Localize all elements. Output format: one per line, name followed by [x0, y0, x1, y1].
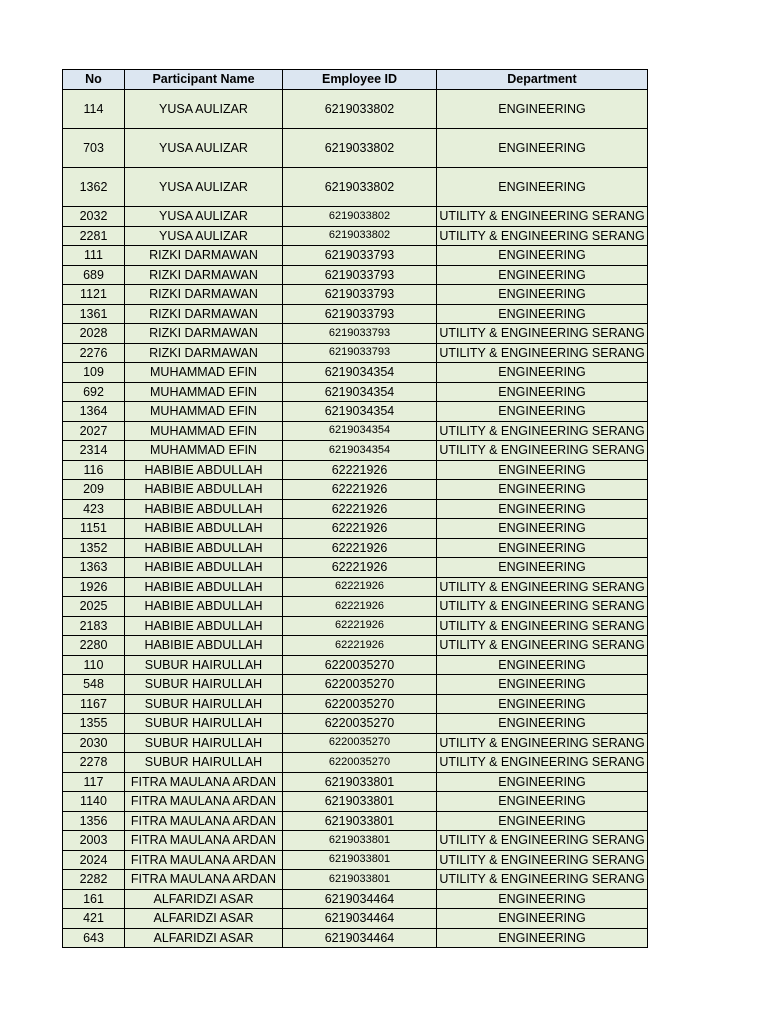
- cell-no: 1364: [63, 402, 125, 422]
- cell-participant-name: MUHAMMAD EFIN: [125, 402, 283, 422]
- cell-employee-id: 6219034354: [283, 402, 437, 422]
- cell-no: 1167: [63, 694, 125, 714]
- cell-department: UTILITY & ENGINEERING SERANG: [437, 441, 648, 461]
- cell-participant-name: MUHAMMAD EFIN: [125, 421, 283, 441]
- cell-no: 111: [63, 246, 125, 266]
- cell-department: ENGINEERING: [437, 460, 648, 480]
- cell-no: 1121: [63, 285, 125, 305]
- cell-employee-id: 6219033802: [283, 168, 437, 207]
- table-row: [63, 538, 648, 558]
- cell-department: ENGINEERING: [437, 538, 648, 558]
- cell-department: ENGINEERING: [437, 402, 648, 422]
- table-row: [63, 616, 648, 636]
- cell-employee-id: 62221926: [283, 597, 437, 617]
- table-row: [63, 850, 648, 870]
- table-row: [63, 382, 648, 402]
- cell-participant-name: RIZKI DARMAWAN: [125, 304, 283, 324]
- cell-participant-name: RIZKI DARMAWAN: [125, 324, 283, 344]
- cell-no: 689: [63, 265, 125, 285]
- cell-no: 643: [63, 928, 125, 948]
- cell-no: 1362: [63, 168, 125, 207]
- header-no: No: [63, 70, 125, 90]
- cell-no: 114: [63, 90, 125, 129]
- table-row: [63, 831, 648, 851]
- cell-no: 2028: [63, 324, 125, 344]
- cell-participant-name: HABIBIE ABDULLAH: [125, 577, 283, 597]
- cell-employee-id: 6219033793: [283, 304, 437, 324]
- cell-participant-name: ALFARIDZI ASAR: [125, 889, 283, 909]
- cell-department: ENGINEERING: [437, 772, 648, 792]
- cell-employee-id: 6220035270: [283, 714, 437, 734]
- cell-employee-id: 6219033801: [283, 870, 437, 890]
- table-row: [63, 246, 648, 266]
- cell-department: ENGINEERING: [437, 909, 648, 929]
- cell-participant-name: HABIBIE ABDULLAH: [125, 460, 283, 480]
- cell-employee-id: 62221926: [283, 519, 437, 539]
- table-row: [63, 675, 648, 695]
- table-row: [63, 889, 648, 909]
- table-row: [63, 363, 648, 383]
- cell-employee-id: 6219033802: [283, 226, 437, 246]
- cell-employee-id: 6219034464: [283, 909, 437, 929]
- cell-employee-id: 6219033793: [283, 343, 437, 363]
- cell-no: 1361: [63, 304, 125, 324]
- cell-department: UTILITY & ENGINEERING SERANG: [437, 343, 648, 363]
- cell-department: UTILITY & ENGINEERING SERANG: [437, 870, 648, 890]
- cell-participant-name: SUBUR HAIRULLAH: [125, 694, 283, 714]
- cell-employee-id: 6220035270: [283, 733, 437, 753]
- cell-department: ENGINEERING: [437, 480, 648, 500]
- cell-employee-id: 6220035270: [283, 655, 437, 675]
- cell-employee-id: 6219033801: [283, 850, 437, 870]
- cell-no: 2282: [63, 870, 125, 890]
- cell-department: UTILITY & ENGINEERING SERANG: [437, 616, 648, 636]
- cell-participant-name: SUBUR HAIRULLAH: [125, 714, 283, 734]
- cell-participant-name: HABIBIE ABDULLAH: [125, 538, 283, 558]
- table-row: [63, 772, 648, 792]
- cell-department: ENGINEERING: [437, 675, 648, 695]
- cell-no: 1151: [63, 519, 125, 539]
- header-department: Department: [437, 70, 648, 90]
- cell-no: 2032: [63, 207, 125, 227]
- cell-employee-id: 6220035270: [283, 694, 437, 714]
- cell-department: ENGINEERING: [437, 499, 648, 519]
- header-employee-id: Employee ID: [283, 70, 437, 90]
- table-row: [63, 168, 648, 207]
- cell-no: 2183: [63, 616, 125, 636]
- cell-department: ENGINEERING: [437, 889, 648, 909]
- table-row: [63, 304, 648, 324]
- table-row: [63, 597, 648, 617]
- cell-employee-id: 62221926: [283, 616, 437, 636]
- cell-participant-name: YUSA AULIZAR: [125, 168, 283, 207]
- cell-no: 1926: [63, 577, 125, 597]
- cell-participant-name: HABIBIE ABDULLAH: [125, 616, 283, 636]
- cell-no: 2024: [63, 850, 125, 870]
- cell-participant-name: FITRA MAULANA ARDAN: [125, 792, 283, 812]
- cell-department: ENGINEERING: [437, 363, 648, 383]
- participant-table: [62, 69, 648, 948]
- table-row: [63, 636, 648, 656]
- cell-participant-name: YUSA AULIZAR: [125, 90, 283, 129]
- cell-employee-id: 62221926: [283, 480, 437, 500]
- cell-participant-name: FITRA MAULANA ARDAN: [125, 870, 283, 890]
- cell-participant-name: YUSA AULIZAR: [125, 207, 283, 227]
- cell-employee-id: 62221926: [283, 636, 437, 656]
- cell-department: UTILITY & ENGINEERING SERANG: [437, 831, 648, 851]
- table-row: [63, 324, 648, 344]
- cell-employee-id: 6219034354: [283, 363, 437, 383]
- cell-employee-id: 6219034464: [283, 928, 437, 948]
- cell-employee-id: 62221926: [283, 499, 437, 519]
- header-participant-name: Participant Name: [125, 70, 283, 90]
- cell-participant-name: SUBUR HAIRULLAH: [125, 733, 283, 753]
- cell-no: 548: [63, 675, 125, 695]
- cell-participant-name: MUHAMMAD EFIN: [125, 363, 283, 383]
- cell-no: 1352: [63, 538, 125, 558]
- cell-department: ENGINEERING: [437, 519, 648, 539]
- cell-no: 2276: [63, 343, 125, 363]
- cell-no: 161: [63, 889, 125, 909]
- cell-participant-name: SUBUR HAIRULLAH: [125, 655, 283, 675]
- cell-employee-id: 6219033801: [283, 811, 437, 831]
- cell-participant-name: SUBUR HAIRULLAH: [125, 675, 283, 695]
- cell-no: 421: [63, 909, 125, 929]
- cell-participant-name: ALFARIDZI ASAR: [125, 909, 283, 929]
- table-row: [63, 694, 648, 714]
- cell-participant-name: HABIBIE ABDULLAH: [125, 597, 283, 617]
- cell-employee-id: 6219033802: [283, 90, 437, 129]
- table-row: [63, 499, 648, 519]
- table-row: [63, 577, 648, 597]
- cell-employee-id: 6219033801: [283, 792, 437, 812]
- cell-department: UTILITY & ENGINEERING SERANG: [437, 577, 648, 597]
- cell-no: 1363: [63, 558, 125, 578]
- cell-department: ENGINEERING: [437, 382, 648, 402]
- cell-department: ENGINEERING: [437, 694, 648, 714]
- cell-employee-id: 6219034354: [283, 441, 437, 461]
- cell-participant-name: RIZKI DARMAWAN: [125, 285, 283, 305]
- table-row: [63, 792, 648, 812]
- cell-participant-name: HABIBIE ABDULLAH: [125, 636, 283, 656]
- cell-department: ENGINEERING: [437, 811, 648, 831]
- cell-participant-name: FITRA MAULANA ARDAN: [125, 772, 283, 792]
- cell-no: 1356: [63, 811, 125, 831]
- cell-participant-name: MUHAMMAD EFIN: [125, 382, 283, 402]
- table-row: [63, 265, 648, 285]
- cell-department: ENGINEERING: [437, 265, 648, 285]
- table-row: [63, 655, 648, 675]
- table-row: [63, 733, 648, 753]
- table-row: [63, 129, 648, 168]
- cell-department: ENGINEERING: [437, 168, 648, 207]
- table-row: [63, 460, 648, 480]
- table-row: [63, 207, 648, 227]
- table-row: [63, 285, 648, 305]
- cell-participant-name: ALFARIDZI ASAR: [125, 928, 283, 948]
- cell-employee-id: 6220035270: [283, 675, 437, 695]
- cell-employee-id: 6220035270: [283, 753, 437, 773]
- cell-employee-id: 6219034354: [283, 382, 437, 402]
- table-row: [63, 753, 648, 773]
- cell-employee-id: 6219033802: [283, 129, 437, 168]
- table-row: [63, 90, 648, 129]
- cell-employee-id: 6219033801: [283, 772, 437, 792]
- table-row: [63, 714, 648, 734]
- cell-department: ENGINEERING: [437, 285, 648, 305]
- table-row: [63, 226, 648, 246]
- table-row: [63, 811, 648, 831]
- cell-employee-id: 6219033801: [283, 831, 437, 851]
- table-row: [63, 441, 648, 461]
- cell-employee-id: 62221926: [283, 538, 437, 558]
- cell-employee-id: 6219033802: [283, 207, 437, 227]
- cell-no: 209: [63, 480, 125, 500]
- table-row: [63, 519, 648, 539]
- cell-no: 2003: [63, 831, 125, 851]
- cell-department: UTILITY & ENGINEERING SERANG: [437, 597, 648, 617]
- cell-department: UTILITY & ENGINEERING SERANG: [437, 636, 648, 656]
- cell-participant-name: FITRA MAULANA ARDAN: [125, 831, 283, 851]
- table-row: [63, 870, 648, 890]
- cell-department: UTILITY & ENGINEERING SERANG: [437, 207, 648, 227]
- table-row: [63, 421, 648, 441]
- cell-participant-name: SUBUR HAIRULLAH: [125, 753, 283, 773]
- table-row: [63, 402, 648, 422]
- cell-employee-id: 62221926: [283, 558, 437, 578]
- cell-participant-name: RIZKI DARMAWAN: [125, 343, 283, 363]
- cell-department: ENGINEERING: [437, 928, 648, 948]
- table-row: [63, 343, 648, 363]
- header-row: [63, 70, 648, 90]
- cell-participant-name: RIZKI DARMAWAN: [125, 246, 283, 266]
- cell-employee-id: 6219033793: [283, 246, 437, 266]
- cell-department: ENGINEERING: [437, 655, 648, 675]
- cell-no: 117: [63, 772, 125, 792]
- cell-participant-name: MUHAMMAD EFIN: [125, 441, 283, 461]
- cell-participant-name: HABIBIE ABDULLAH: [125, 558, 283, 578]
- cell-department: UTILITY & ENGINEERING SERANG: [437, 324, 648, 344]
- cell-employee-id: 62221926: [283, 577, 437, 597]
- cell-no: 110: [63, 655, 125, 675]
- cell-employee-id: 62221926: [283, 460, 437, 480]
- cell-employee-id: 6219034464: [283, 889, 437, 909]
- cell-no: 1140: [63, 792, 125, 812]
- cell-department: ENGINEERING: [437, 714, 648, 734]
- cell-department: UTILITY & ENGINEERING SERANG: [437, 850, 648, 870]
- table-row: [63, 909, 648, 929]
- cell-no: 2281: [63, 226, 125, 246]
- cell-employee-id: 6219033793: [283, 285, 437, 305]
- cell-department: ENGINEERING: [437, 792, 648, 812]
- cell-no: 2027: [63, 421, 125, 441]
- cell-department: ENGINEERING: [437, 129, 648, 168]
- table-body: [63, 90, 648, 948]
- cell-department: UTILITY & ENGINEERING SERANG: [437, 226, 648, 246]
- cell-employee-id: 6219033793: [283, 265, 437, 285]
- table-row: [63, 558, 648, 578]
- cell-participant-name: YUSA AULIZAR: [125, 129, 283, 168]
- cell-department: UTILITY & ENGINEERING SERANG: [437, 753, 648, 773]
- cell-participant-name: HABIBIE ABDULLAH: [125, 480, 283, 500]
- cell-no: 2280: [63, 636, 125, 656]
- cell-no: 109: [63, 363, 125, 383]
- cell-no: 703: [63, 129, 125, 168]
- cell-employee-id: 6219034354: [283, 421, 437, 441]
- cell-no: 2314: [63, 441, 125, 461]
- cell-participant-name: HABIBIE ABDULLAH: [125, 499, 283, 519]
- cell-department: UTILITY & ENGINEERING SERANG: [437, 421, 648, 441]
- cell-participant-name: FITRA MAULANA ARDAN: [125, 850, 283, 870]
- table-row: [63, 480, 648, 500]
- cell-employee-id: 6219033793: [283, 324, 437, 344]
- cell-department: ENGINEERING: [437, 90, 648, 129]
- cell-participant-name: YUSA AULIZAR: [125, 226, 283, 246]
- cell-participant-name: RIZKI DARMAWAN: [125, 265, 283, 285]
- cell-no: 423: [63, 499, 125, 519]
- cell-no: 2030: [63, 733, 125, 753]
- cell-participant-name: FITRA MAULANA ARDAN: [125, 811, 283, 831]
- cell-department: ENGINEERING: [437, 246, 648, 266]
- cell-no: 1355: [63, 714, 125, 734]
- cell-no: 116: [63, 460, 125, 480]
- table-row: [63, 928, 648, 948]
- cell-no: 692: [63, 382, 125, 402]
- cell-department: ENGINEERING: [437, 304, 648, 324]
- cell-department: UTILITY & ENGINEERING SERANG: [437, 733, 648, 753]
- cell-no: 2025: [63, 597, 125, 617]
- cell-department: ENGINEERING: [437, 558, 648, 578]
- cell-participant-name: HABIBIE ABDULLAH: [125, 519, 283, 539]
- cell-no: 2278: [63, 753, 125, 773]
